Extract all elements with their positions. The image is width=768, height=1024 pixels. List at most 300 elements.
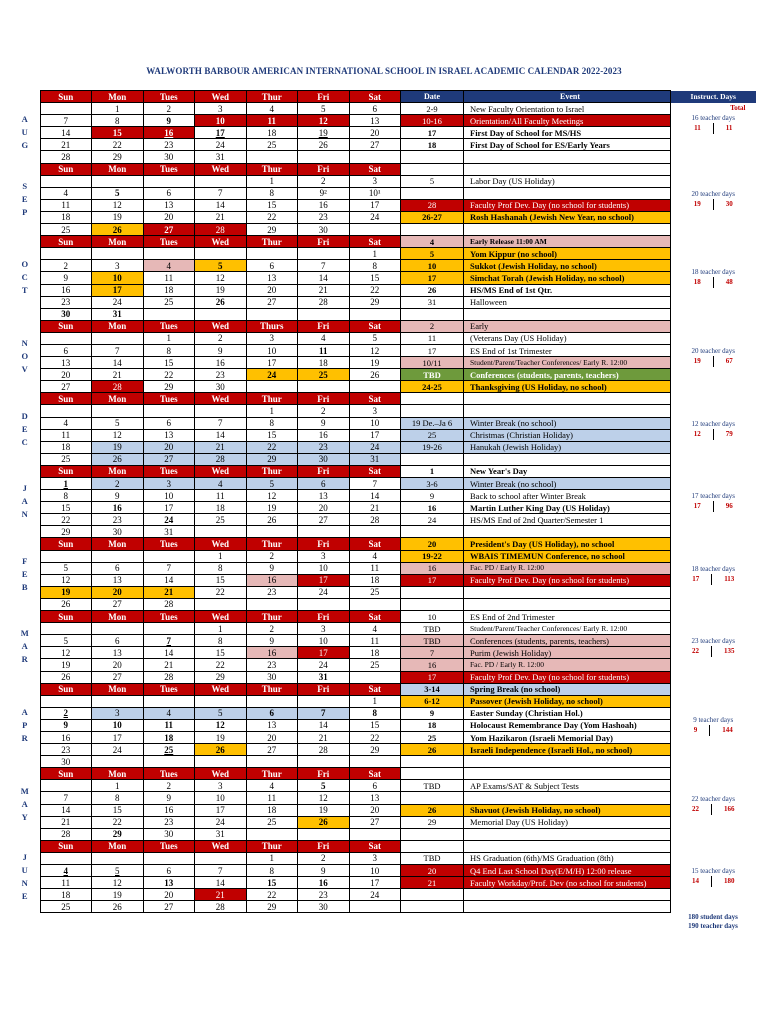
teacher-days-label: 16 teacher days xyxy=(691,113,736,122)
event-text xyxy=(464,840,671,852)
day-cell: 16 xyxy=(298,199,350,211)
day-cell: 7 xyxy=(92,344,144,356)
event-date xyxy=(401,224,464,236)
event-date: 26-27 xyxy=(401,211,464,223)
event-text: Winter Break (no school) xyxy=(464,417,671,429)
weekday-header: Sat xyxy=(349,465,401,477)
event-text: Holocaust Remembrance Day (Yom Hashoah) xyxy=(464,719,671,731)
day-cell: 24 xyxy=(349,441,401,453)
day-cell xyxy=(349,151,401,163)
day-cell: 26 xyxy=(195,296,247,308)
week-row xyxy=(10,296,756,308)
day-cell xyxy=(143,695,195,707)
month-label xyxy=(10,103,40,163)
instruct-day-counts xyxy=(671,199,756,210)
week-row xyxy=(10,889,756,901)
week-row xyxy=(10,792,756,804)
day-cell: 9 xyxy=(143,115,195,127)
day-cell: 14 xyxy=(298,272,350,284)
day-cell: 5 xyxy=(40,635,92,647)
cumulative-days: 79 xyxy=(725,429,733,438)
weekday-header: Sat xyxy=(349,840,401,852)
week-row xyxy=(10,707,756,719)
day-cell: 2 xyxy=(298,405,350,417)
weekday-header: Sun xyxy=(40,768,92,780)
weekday-header: Sat xyxy=(349,320,401,332)
month-label xyxy=(10,683,40,768)
day-cell: 15 xyxy=(40,502,92,514)
day-cell: 29 xyxy=(349,296,401,308)
month-header-row xyxy=(10,768,756,780)
day-cell: 24 xyxy=(195,139,247,151)
event-text: Faculty Workday/Prof. Dev (no school for students) xyxy=(464,877,671,889)
day-cell: 23 xyxy=(195,369,247,381)
day-cell: 31 xyxy=(195,828,247,840)
day-cell xyxy=(246,526,298,538)
day-cell: 3 xyxy=(298,550,350,562)
day-cell: 2 xyxy=(40,260,92,272)
month-label xyxy=(10,840,40,913)
event-text: AP Exams/SAT & Subject Tests xyxy=(464,780,671,792)
weekday-header: Sun xyxy=(40,163,92,175)
day-cell: 3 xyxy=(349,175,401,187)
day-cell: 15 xyxy=(195,574,247,586)
day-cell: 11 xyxy=(246,115,298,127)
day-cell: 1 xyxy=(92,780,144,792)
day-cell: 6 xyxy=(298,478,350,490)
day-cell: 16 xyxy=(40,284,92,296)
instruct-day-counts xyxy=(671,804,756,815)
divider xyxy=(713,429,714,440)
day-cell: 8 xyxy=(246,865,298,877)
day-cell: 1 xyxy=(349,248,401,260)
divider xyxy=(713,123,714,134)
day-cell: 25 xyxy=(246,139,298,151)
month-letter: A xyxy=(21,114,28,125)
week-row xyxy=(10,804,756,816)
weekday-header: Fri xyxy=(298,683,350,695)
weekday-header: Sat xyxy=(349,393,401,405)
day-cell: 30 xyxy=(298,901,350,913)
day-cell: 6 xyxy=(143,417,195,429)
week-row xyxy=(10,369,756,381)
week-row xyxy=(10,574,756,586)
day-cell: 19 xyxy=(349,357,401,369)
weekday-header: Thur xyxy=(246,163,298,175)
day-cell: 12 xyxy=(40,647,92,659)
day-cell: 28 xyxy=(92,381,144,393)
day-cell xyxy=(349,671,401,683)
day-cell: 9 xyxy=(298,865,350,877)
month-letter: G xyxy=(21,140,29,151)
month-letter: A xyxy=(21,496,28,507)
day-cell xyxy=(246,381,298,393)
day-cell xyxy=(195,756,247,768)
instruct-days xyxy=(671,393,756,466)
weekday-header: Thur xyxy=(246,768,298,780)
day-cell: 7 xyxy=(195,865,247,877)
teacher-days-label: 23 teacher days xyxy=(691,637,736,646)
event-date xyxy=(401,187,464,199)
event-text: Easter Sunday (Christian Hol.) xyxy=(464,707,671,719)
event-text: Faculty Prof Dev. Day (no school for students) xyxy=(464,199,671,211)
event-text: HS/MS End of 1st Qtr. xyxy=(464,284,671,296)
day-cell: 10 xyxy=(92,272,144,284)
week-row xyxy=(10,127,756,139)
day-cell: 30 xyxy=(246,671,298,683)
day-cell: 10 xyxy=(92,719,144,731)
day-cell: 22 xyxy=(246,211,298,223)
weekday-header: Thur xyxy=(246,538,298,550)
day-cell: 19 xyxy=(246,502,298,514)
weekday-header: Mon xyxy=(92,840,144,852)
day-cell: 14 xyxy=(349,490,401,502)
event-date: TBD xyxy=(401,623,464,635)
week-row xyxy=(10,260,756,272)
instruct-day-counts xyxy=(671,501,756,512)
week-row xyxy=(10,248,756,260)
day-cell: 6 xyxy=(92,562,144,574)
month-days: 22 xyxy=(692,804,699,813)
month-label xyxy=(10,611,40,684)
event-date: 17 xyxy=(401,344,464,356)
day-cell: 4 xyxy=(40,417,92,429)
day-cell: 23 xyxy=(298,441,350,453)
day-cell: 8 xyxy=(195,635,247,647)
day-cell: 9 xyxy=(40,719,92,731)
day-cell: 28 xyxy=(40,151,92,163)
day-cell: 25 xyxy=(349,659,401,671)
day-cell: 27 xyxy=(349,139,401,151)
event-text: President's Day (US Holiday), no school xyxy=(464,538,671,550)
day-cell: 14 xyxy=(143,647,195,659)
day-cell: 17 xyxy=(298,647,350,659)
day-cell: 26 xyxy=(92,901,144,913)
day-cell: 30 xyxy=(143,828,195,840)
weekday-header: Sat xyxy=(349,236,401,248)
day-cell: 17 xyxy=(92,284,144,296)
day-cell: 21 xyxy=(40,139,92,151)
month-header-row xyxy=(10,538,756,550)
weekday-header: Thur xyxy=(246,840,298,852)
day-cell: 4 xyxy=(143,260,195,272)
month-header-row xyxy=(10,393,756,405)
weekday-header: Tues xyxy=(143,768,195,780)
day-cell: 26 xyxy=(92,224,144,236)
day-cell: 9 xyxy=(92,490,144,502)
day-cell: 22 xyxy=(40,514,92,526)
day-cell: 5 xyxy=(298,103,350,115)
day-cell: 19 xyxy=(298,804,350,816)
week-row xyxy=(10,623,756,635)
day-cell: 9 xyxy=(298,417,350,429)
week-row xyxy=(10,901,756,913)
event-text: HS Graduation (6th)/MS Graduation (8th) xyxy=(464,852,671,864)
month-letter: E xyxy=(21,568,28,579)
day-cell: 22 xyxy=(143,369,195,381)
month-days: 19 xyxy=(693,357,701,366)
day-cell: 13 xyxy=(40,357,92,369)
teacher-days-label: 17 teacher days xyxy=(691,492,736,501)
day-cell: 22 xyxy=(92,139,144,151)
event-date: TBD xyxy=(401,852,464,864)
divider xyxy=(709,725,710,736)
event-date: 7 xyxy=(401,647,464,659)
month-letter: N xyxy=(21,877,28,888)
day-cell: 6 xyxy=(92,635,144,647)
day-cell: 25 xyxy=(40,224,92,236)
month-days: 22 xyxy=(692,647,699,656)
month-label xyxy=(10,320,40,393)
weekday-header: Fri xyxy=(298,840,350,852)
day-cell xyxy=(349,308,401,320)
day-cell: 23 xyxy=(143,816,195,828)
event-text: Student/Parent/Teacher Conferences/ Early R. 12:00 xyxy=(464,357,671,369)
day-cell: 13 xyxy=(143,877,195,889)
day-cell: 14 xyxy=(195,877,247,889)
weekday-header: Wed xyxy=(195,163,247,175)
weekday-header: Mon xyxy=(92,683,144,695)
weekday-header: Sun xyxy=(40,683,92,695)
day-cell: 21 xyxy=(195,889,247,901)
day-cell xyxy=(349,598,401,610)
day-cell: 11 xyxy=(349,635,401,647)
day-cell: 22 xyxy=(349,284,401,296)
event-date: 17 xyxy=(401,671,464,683)
day-cell: 21 xyxy=(143,659,195,671)
day-cell: 22 xyxy=(92,816,144,828)
day-cell: 11 xyxy=(349,562,401,574)
instruct-days xyxy=(671,840,756,913)
event-date: 2 xyxy=(401,320,464,332)
day-cell: 11 xyxy=(298,344,350,356)
day-cell: 27 xyxy=(349,816,401,828)
day-cell: 16 xyxy=(40,731,92,743)
day-cell: 12 xyxy=(349,344,401,356)
cumulative-days: 113 xyxy=(724,574,735,583)
day-cell xyxy=(246,308,298,320)
cumulative-days: 96 xyxy=(725,502,733,511)
instruct-days xyxy=(671,236,756,321)
event-date: 17 xyxy=(401,272,464,284)
week-row xyxy=(10,756,756,768)
event-date xyxy=(401,308,464,320)
day-cell: 24 xyxy=(92,744,144,756)
day-cell: 21 xyxy=(195,441,247,453)
day-cell: 27 xyxy=(143,901,195,913)
day-cell: 12 xyxy=(92,877,144,889)
month-label xyxy=(10,768,40,841)
day-cell: 11 xyxy=(40,199,92,211)
day-cell: 4 xyxy=(40,865,92,877)
day-cell: 30 xyxy=(92,526,144,538)
event-text: ES End of 1st Trimester xyxy=(464,344,671,356)
day-cell xyxy=(40,550,92,562)
day-cell xyxy=(92,550,144,562)
weekday-header: Mon xyxy=(92,236,144,248)
week-row xyxy=(10,659,756,671)
month-label xyxy=(10,236,40,321)
day-cell: 29 xyxy=(40,526,92,538)
cumulative-days: 48 xyxy=(725,278,733,287)
day-cell: 2 xyxy=(246,550,298,562)
event-text xyxy=(464,187,671,199)
day-cell: 13 xyxy=(246,272,298,284)
week-row xyxy=(10,405,756,417)
month-days: 14 xyxy=(692,877,699,886)
event-text: Shavuot (Jewish Holiday, no school) xyxy=(464,804,671,816)
event-date: 16 xyxy=(401,502,464,514)
divider xyxy=(713,277,714,288)
event-date: 3-14 xyxy=(401,683,464,695)
event-text: Thanksgiving (US Holiday, no school) xyxy=(464,381,671,393)
day-cell: 16 xyxy=(298,877,350,889)
weekday-header: Mon xyxy=(92,393,144,405)
day-cell: 5 xyxy=(40,562,92,574)
weekday-header: Sat xyxy=(349,768,401,780)
weekday-header: Thurs xyxy=(246,320,298,332)
week-row xyxy=(10,526,756,538)
event-text: (Veterans Day (US Holiday) xyxy=(464,332,671,344)
day-cell: 2 xyxy=(246,623,298,635)
day-cell: 19 xyxy=(92,211,144,223)
day-cell: 3 xyxy=(349,852,401,864)
day-cell: 21 xyxy=(40,816,92,828)
month-letter: A xyxy=(21,641,28,652)
instruct-day-counts xyxy=(671,646,756,657)
week-row xyxy=(10,671,756,683)
day-cell: 16 xyxy=(143,127,195,139)
week-row xyxy=(10,381,756,393)
event-text xyxy=(464,756,671,768)
day-cell: 24 xyxy=(349,889,401,901)
day-cell xyxy=(246,756,298,768)
day-cell: 23 xyxy=(92,514,144,526)
event-date xyxy=(401,792,464,804)
event-date: 1 xyxy=(401,465,464,477)
day-cell: 8 xyxy=(40,490,92,502)
cumulative-days: 30 xyxy=(725,199,733,208)
day-cell: 15 xyxy=(246,199,298,211)
day-cell: 12 xyxy=(298,115,350,127)
event-date: 20 xyxy=(401,865,464,877)
month-letter: R xyxy=(21,732,28,743)
month-label xyxy=(10,163,40,236)
event-text xyxy=(464,768,671,780)
month-header-row xyxy=(10,611,756,623)
month-letter: O xyxy=(21,351,29,362)
spacer xyxy=(10,913,40,931)
day-cell: 19 xyxy=(92,441,144,453)
weekday-header: Mon xyxy=(92,320,144,332)
week-row xyxy=(10,877,756,889)
day-cell: 16 xyxy=(246,647,298,659)
day-cell: 8 xyxy=(349,260,401,272)
day-cell xyxy=(298,151,350,163)
day-cell xyxy=(298,526,350,538)
week-row xyxy=(10,344,756,356)
day-cell: 3 xyxy=(92,707,144,719)
day-cell: 6 xyxy=(349,103,401,115)
day-cell: 24 xyxy=(143,514,195,526)
day-cell: 23 xyxy=(143,139,195,151)
event-date xyxy=(401,586,464,598)
day-cell: 14 xyxy=(143,574,195,586)
day-cell: 14 xyxy=(195,429,247,441)
weekday-header: Wed xyxy=(195,393,247,405)
event-date: 2-9 xyxy=(401,103,464,115)
event-date: 31 xyxy=(401,296,464,308)
day-cell: 16 xyxy=(298,429,350,441)
day-cell: 5 xyxy=(92,417,144,429)
event-text xyxy=(464,598,671,610)
event-date: TBD xyxy=(401,635,464,647)
day-cell: 13 xyxy=(349,792,401,804)
day-cell: 12 xyxy=(195,719,247,731)
day-cell: 6 xyxy=(246,707,298,719)
day-cell xyxy=(40,248,92,260)
day-cell xyxy=(298,308,350,320)
event-date: 3-6 xyxy=(401,478,464,490)
divider xyxy=(713,356,714,367)
day-cell: 7 xyxy=(143,562,195,574)
week-row xyxy=(10,224,756,236)
week-row xyxy=(10,550,756,562)
day-cell: 12 xyxy=(92,199,144,211)
day-cell: 14 xyxy=(195,199,247,211)
week-row xyxy=(10,635,756,647)
teacher-days-label: 20 teacher days xyxy=(691,347,736,356)
divider xyxy=(713,501,714,512)
event-date xyxy=(401,526,464,538)
instruct-days xyxy=(671,103,756,163)
day-cell: 25 xyxy=(246,816,298,828)
day-cell xyxy=(92,175,144,187)
day-cell: 11 xyxy=(195,490,247,502)
column-header-sun: Sun xyxy=(40,91,92,103)
day-cell: 13 xyxy=(143,429,195,441)
weekday-header: Thur xyxy=(246,683,298,695)
day-cell: 12 xyxy=(92,429,144,441)
day-cell xyxy=(143,248,195,260)
day-cell: 8 xyxy=(349,707,401,719)
day-cell: 15 xyxy=(349,719,401,731)
day-cell: 13 xyxy=(143,199,195,211)
day-cell: 5 xyxy=(92,187,144,199)
day-cell: 8 xyxy=(92,115,144,127)
month-label xyxy=(10,465,40,538)
instruct-day-counts xyxy=(671,574,756,585)
day-cell: 23 xyxy=(246,659,298,671)
weekday-header: Sun xyxy=(40,236,92,248)
event-text xyxy=(464,308,671,320)
event-date: 25 xyxy=(401,731,464,743)
day-cell xyxy=(40,103,92,115)
day-cell: 28 xyxy=(349,514,401,526)
event-date: 29 xyxy=(401,816,464,828)
day-cell: 31 xyxy=(92,308,144,320)
week-row xyxy=(10,453,756,465)
event-text xyxy=(464,405,671,417)
cumulative-days: 144 xyxy=(722,726,733,735)
day-cell: 20 xyxy=(92,586,144,598)
event-date: 5 xyxy=(401,248,464,260)
event-date: 18 xyxy=(401,139,464,151)
day-cell: 22 xyxy=(246,441,298,453)
event-text: Israeli Independence (Israeli Hol., no school) xyxy=(464,744,671,756)
column-header-event: Event xyxy=(464,91,671,103)
day-cell xyxy=(298,695,350,707)
